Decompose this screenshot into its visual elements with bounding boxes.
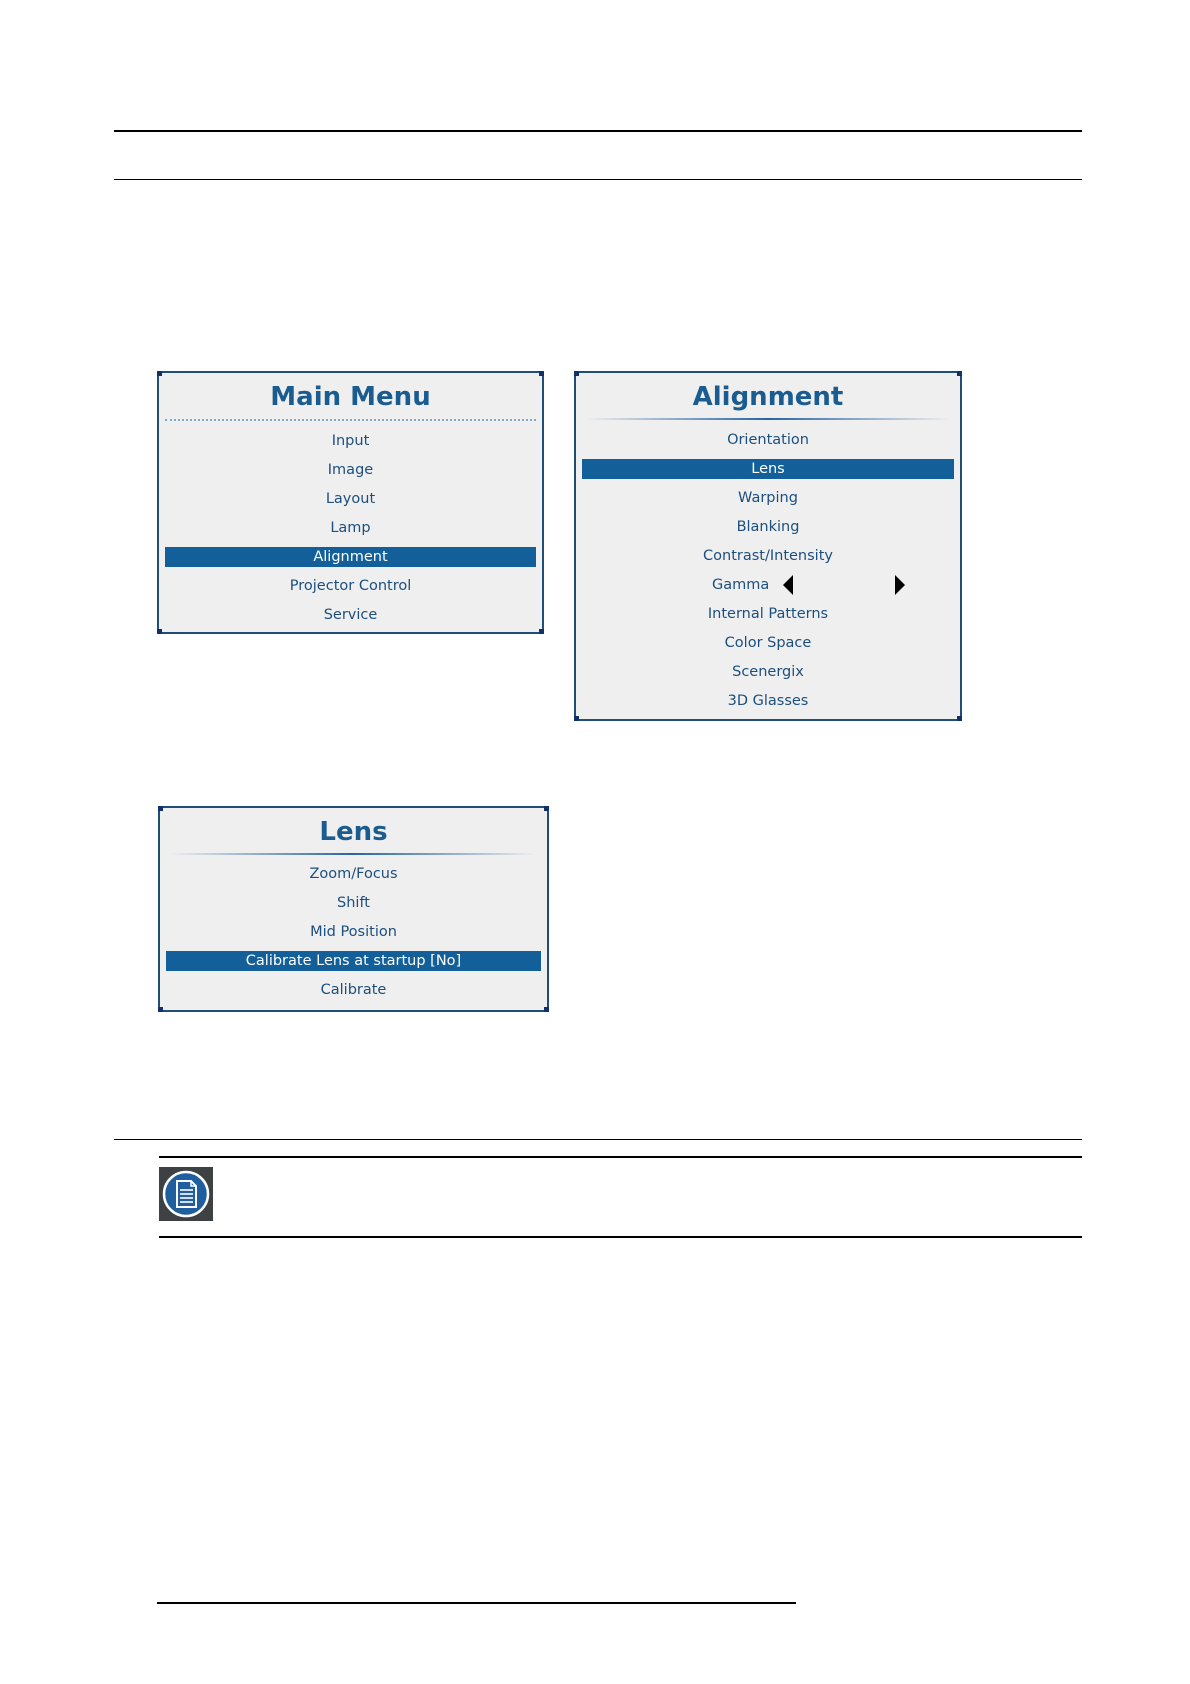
header-rule [114, 179, 1082, 180]
panel-corner [157, 371, 162, 376]
note-document-icon [159, 1167, 213, 1221]
menu-item-layout[interactable]: Layout [325, 491, 376, 507]
note-bottom-rule [159, 1236, 1082, 1238]
panel-corner [539, 371, 544, 376]
panel-corner [544, 806, 549, 811]
menu-item-color-space[interactable]: Color Space [724, 635, 812, 651]
menu-item-warping[interactable]: Warping [738, 490, 798, 506]
menu-item-scenergix[interactable]: Scenergix [732, 664, 804, 680]
arrow-left-icon[interactable] [783, 575, 793, 595]
main-menu-panel [157, 371, 544, 634]
lens-menu-title: Lens [319, 817, 388, 847]
menu-item-gamma[interactable] [582, 575, 954, 595]
menu-item-blanking[interactable]: Blanking [736, 519, 800, 535]
panel-corner [574, 371, 579, 376]
title-separator [170, 853, 537, 855]
menu-item-zoom-focus[interactable]: Zoom/Focus [309, 866, 398, 882]
main-menu-title: Main Menu [270, 382, 431, 412]
menu-item-contrast-intensity[interactable]: Contrast/Intensity [703, 548, 833, 564]
menu-item-projector-control[interactable]: Projector Control [289, 578, 412, 594]
top-rule [114, 130, 1082, 132]
arrow-right-icon[interactable] [895, 575, 905, 595]
menu-item-3d-glasses[interactable]: 3D Glasses [727, 693, 809, 709]
menu-item-calibrate-lens-at-startup[interactable]: Calibrate Lens at startup [No] [166, 951, 541, 971]
menu-item-lamp[interactable]: Lamp [330, 520, 371, 536]
menu-item-image[interactable]: Image [327, 462, 374, 478]
panel-corner [957, 716, 962, 721]
menu-item-orientation[interactable]: Orientation [727, 432, 809, 448]
menu-item-shift[interactable]: Shift [337, 895, 370, 911]
panel-corner [158, 806, 163, 811]
alignment-menu-title: Alignment [692, 382, 844, 412]
panel-corner [574, 716, 579, 721]
panel-corner [157, 629, 162, 634]
section-rule [114, 1139, 1082, 1140]
title-separator [586, 418, 950, 420]
menu-item-alignment[interactable]: Alignment [165, 547, 536, 567]
menu-item-internal-patterns[interactable]: Internal Patterns [707, 606, 829, 622]
title-separator [165, 419, 536, 421]
panel-corner [957, 371, 962, 376]
panel-corner [158, 1007, 163, 1012]
gamma-label: Gamma [712, 577, 770, 593]
lens-menu-panel [158, 806, 549, 1012]
menu-item-mid-position[interactable]: Mid Position [310, 924, 397, 940]
panel-corner [539, 629, 544, 634]
menu-item-calibrate[interactable]: Calibrate [320, 982, 387, 998]
footer-rule [157, 1602, 796, 1604]
panel-corner [544, 1007, 549, 1012]
note-top-rule [159, 1156, 1082, 1158]
menu-item-lens[interactable]: Lens [582, 459, 954, 479]
menu-item-service[interactable]: Service [323, 607, 378, 623]
alignment-menu-panel [574, 371, 962, 721]
menu-item-input[interactable]: Input [331, 433, 370, 449]
